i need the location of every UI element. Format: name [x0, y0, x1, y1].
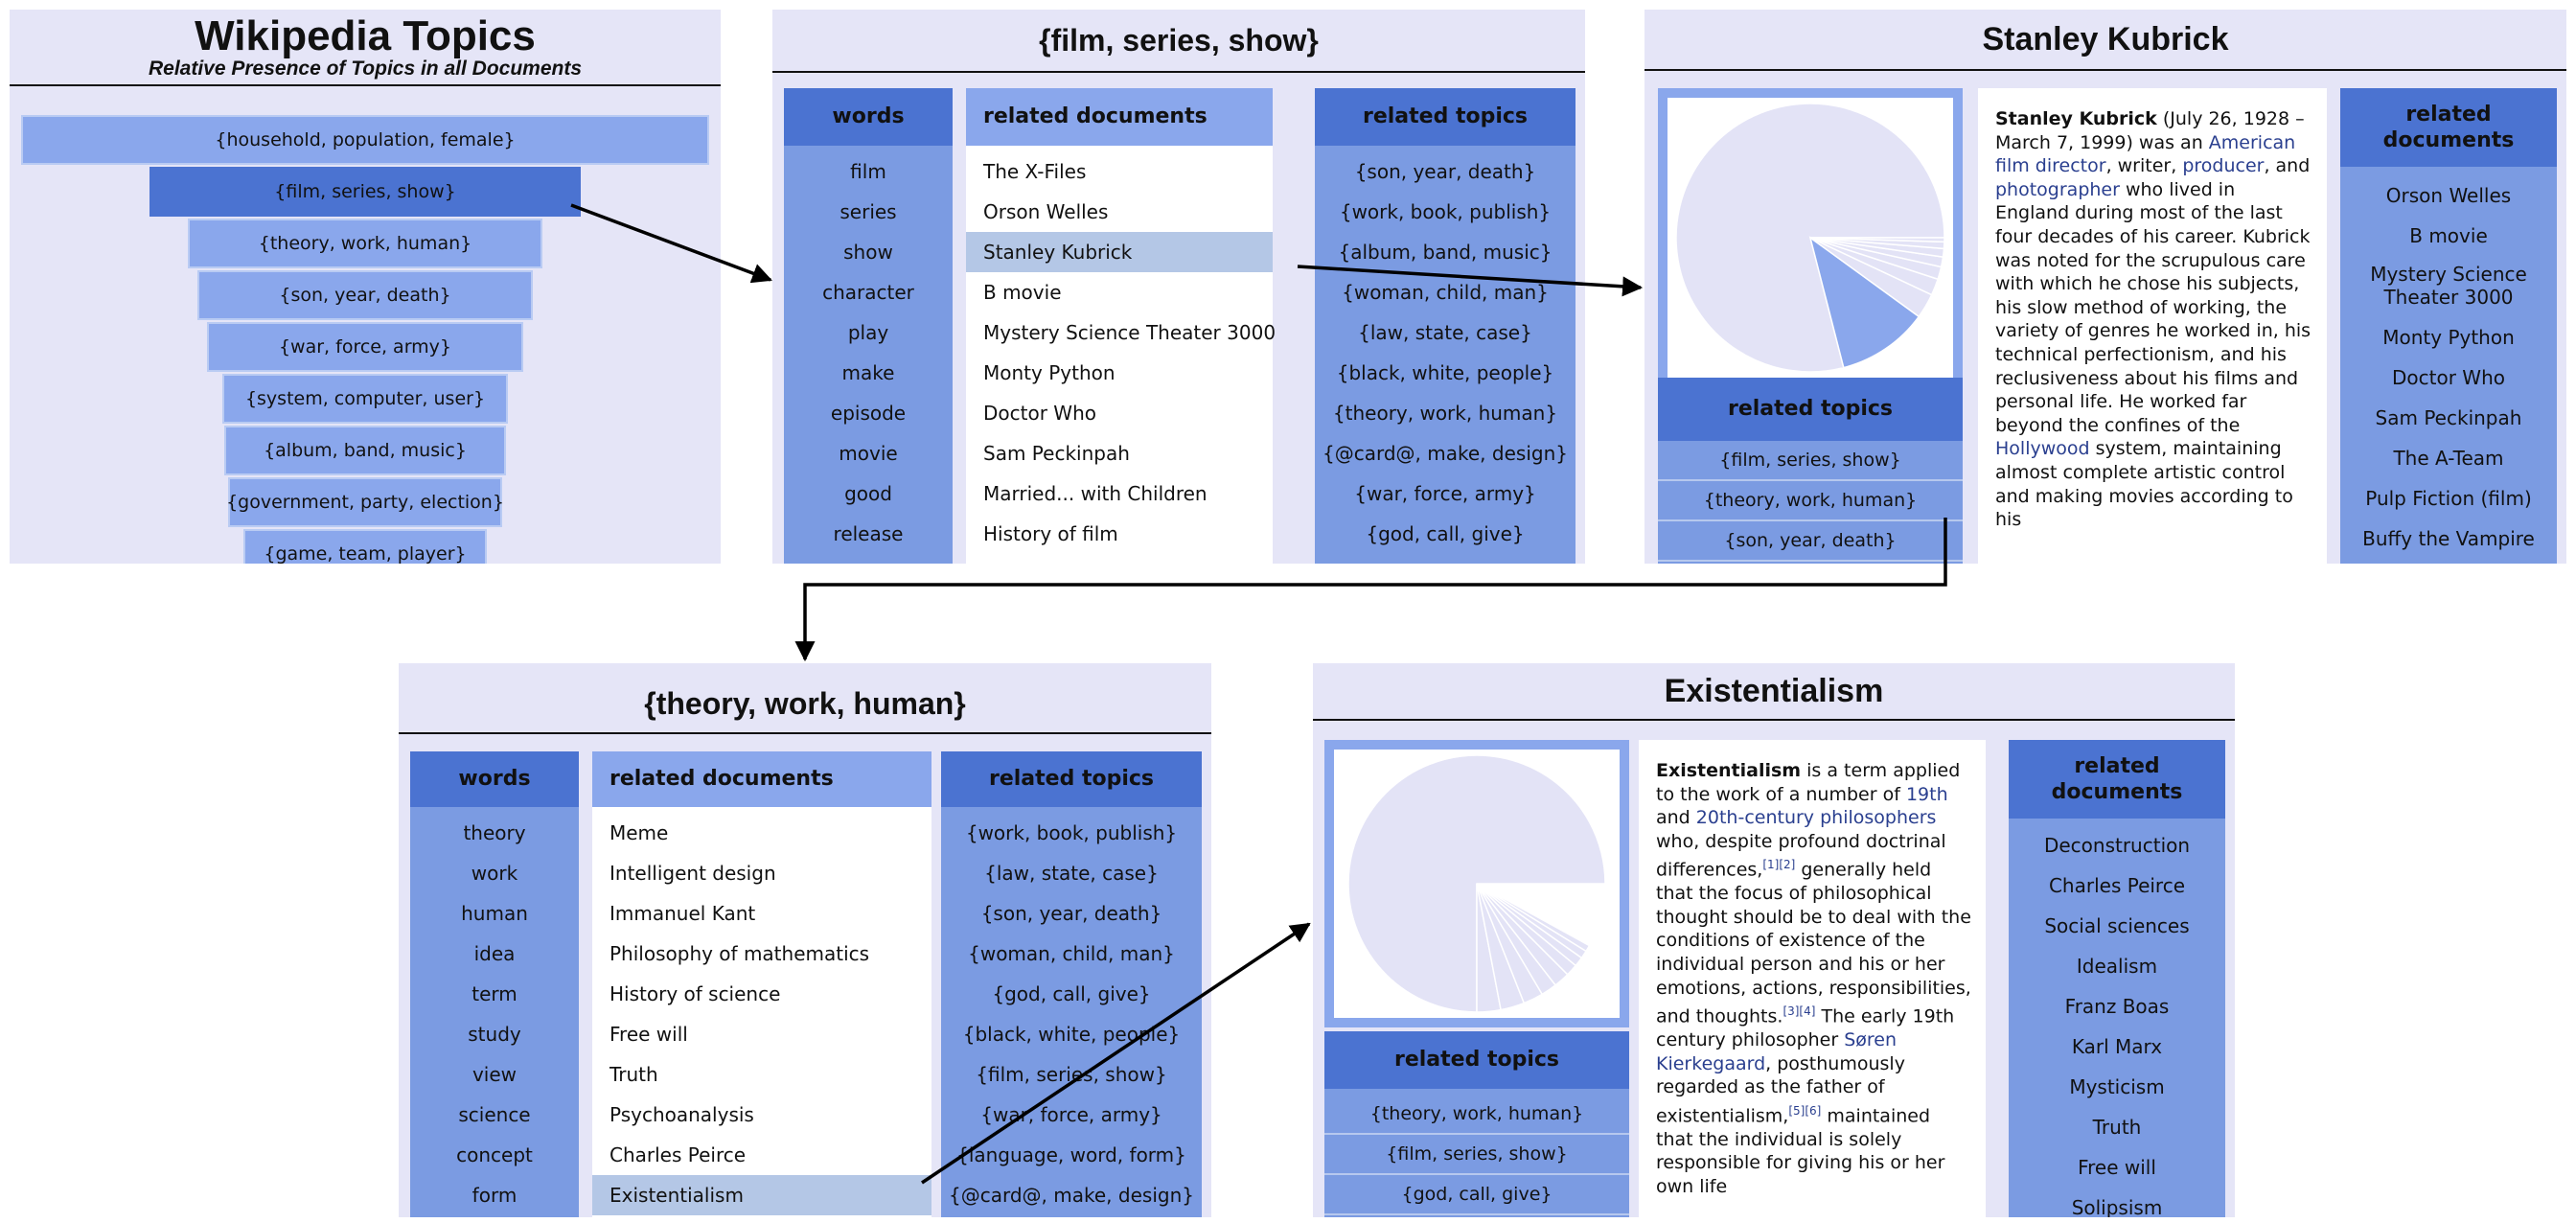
panel-title: Existentialism: [1664, 673, 1884, 709]
page-subtitle: Relative Presence of Topics in all Documents: [148, 58, 583, 80]
topic-link[interactable]: {black, white, people}: [1336, 361, 1554, 384]
word-item: study: [468, 1023, 521, 1046]
citation[interactable]: [1][2]: [1762, 858, 1796, 872]
document-link[interactable]: Social sciences: [2044, 914, 2190, 937]
document-link[interactable]: Orson Welles: [2385, 184, 2512, 207]
topic-link[interactable]: {film, series, show}: [976, 1063, 1167, 1086]
document-link[interactable]: Psychoanalysis: [610, 1103, 754, 1126]
topic-bar[interactable]: {game, team, player}: [243, 529, 487, 564]
related-topics-header: related topics: [1658, 378, 1963, 441]
word-item: show: [843, 241, 893, 264]
topic-link[interactable]: {album, band, music}: [1338, 241, 1552, 264]
word-item: release: [833, 522, 904, 545]
article-link[interactable]: photographer: [1995, 178, 2120, 200]
document-link[interactable]: Sam Peckinpah: [2375, 406, 2522, 429]
word-item: concept: [456, 1143, 533, 1166]
word-item: movie: [839, 442, 898, 465]
document-link[interactable]: Truth: [610, 1063, 658, 1086]
topic-bar[interactable]: {son, year, death}: [197, 270, 533, 320]
topic-bar[interactable]: {album, band, music}: [224, 426, 506, 475]
topic-bar[interactable]: {system, computer, user}: [222, 374, 508, 424]
words-header: words: [784, 88, 953, 146]
topic-link[interactable]: {work, book, publish}: [965, 821, 1178, 844]
article-link[interactable]: Søren Kierkegaard: [1656, 1029, 1898, 1074]
related-topics-header: related topics: [1315, 88, 1576, 146]
topic-bar[interactable]: {household, population, female}: [21, 115, 709, 165]
article-link[interactable]: film director: [1995, 155, 2106, 177]
topic-link[interactable]: {film, series, show}: [1324, 1135, 1629, 1175]
document-link[interactable]: Mysticism: [2069, 1075, 2165, 1098]
topic-link[interactable]: {law, state, case}: [984, 862, 1159, 885]
topic-link[interactable]: {film, series, show}: [1658, 441, 1963, 481]
citation[interactable]: [3][4]: [1782, 1004, 1816, 1019]
document-link[interactable]: B movie: [2409, 224, 2488, 247]
panel-title: Stanley Kubrick: [1982, 21, 2229, 58]
document-link[interactable]: Monty Python: [2382, 326, 2515, 349]
document-link[interactable]: The A-Team: [2393, 447, 2504, 470]
related-documents-header: related documents: [2340, 88, 2557, 167]
word-item: good: [844, 482, 892, 505]
document-link[interactable]: Franz Boas: [2064, 995, 2170, 1018]
words-header: words: [410, 751, 579, 807]
word-item: human: [461, 902, 528, 925]
topic-link[interactable]: {work, book, publish}: [1339, 200, 1552, 223]
topic-link[interactable]: {theory, work, human}: [1324, 1095, 1629, 1135]
word-item: idea: [473, 942, 516, 965]
document-link-selected[interactable]: Existentialism: [592, 1175, 932, 1215]
panel-title: {film, series, show}: [1039, 23, 1319, 58]
topic-link[interactable]: {@card@, make, design}: [949, 1184, 1194, 1207]
arrow-document-to-topic: [805, 518, 1945, 659]
word-item: form: [472, 1184, 518, 1207]
citation[interactable]: [5][6]: [1788, 1103, 1822, 1118]
document-link[interactable]: Charles Peirce: [610, 1143, 747, 1166]
document-link[interactable]: Mystery Science Theater 3000: [2370, 263, 2527, 309]
document-link[interactable]: Intelligent design: [610, 862, 776, 885]
article-link[interactable]: 19th: [1905, 783, 1948, 805]
related-documents-header: related documents: [966, 88, 1273, 146]
topic-link[interactable]: {god, call, give}: [1366, 522, 1525, 545]
arrow-topic-to-document: [1298, 266, 1641, 288]
document-link[interactable]: Married... with Children: [983, 482, 1208, 505]
article-name: Existentialism: [1656, 760, 1802, 781]
word-item: science: [458, 1103, 531, 1126]
related-documents-header: related documents: [2009, 740, 2225, 819]
word-item: theory: [463, 821, 526, 844]
arrow-topic-to-existentialism: [922, 924, 1309, 1183]
word-item: term: [472, 982, 518, 1005]
word-item: series: [840, 200, 897, 223]
topic-link[interactable]: {son, year, death}: [1354, 160, 1536, 183]
document-link[interactable]: Mystery Science Theater 3000: [983, 321, 1276, 344]
article-text: Existentialism is a term applied to the work of a number of 19th and 20th-century philosophers who, despite profound doctrinal differences,[1][2] generally held that the focus of philosophical thought should be to deal with the conditions of existence of the individual person and his or her emotions, actions, responsibilities, and thoughts.[3][4] The early 19th century philosopher Søren Kierkegaard, posthumously regarded as the father of existentialism,[5][6] maintained that the individual is solely responsible for giving his or her own life: [1639, 740, 1986, 1217]
word-item: view: [472, 1063, 518, 1086]
topic-link[interactable]: {woman, child, man}: [1342, 281, 1549, 304]
document-link[interactable]: Orson Welles: [983, 200, 1109, 223]
topic-link[interactable]: {son, year, death}: [1658, 521, 1963, 562]
document-link-selected[interactable]: Stanley Kubrick: [966, 232, 1273, 272]
word-item: film: [850, 160, 886, 183]
topic-link[interactable]: {war, force, army}: [980, 1103, 1162, 1126]
document-link[interactable]: Free will: [610, 1023, 688, 1046]
document-link[interactable]: Sam Peckinpah: [983, 442, 1130, 465]
page-title: Wikipedia Topics: [195, 12, 536, 59]
article-link[interactable]: Hollywood: [1995, 438, 2090, 460]
document-link[interactable]: Doctor Who: [983, 402, 1096, 425]
document-link[interactable]: The X-Files: [983, 160, 1087, 183]
article-link[interactable]: producer: [2182, 155, 2265, 177]
topic-link[interactable]: {black, white, people}: [962, 1023, 1181, 1046]
word-item: episode: [830, 402, 907, 425]
related-documents-header: related documents: [592, 751, 932, 807]
topic-link[interactable]: {law, state, case}: [1358, 321, 1532, 344]
document-link[interactable]: Philosophy of mathematics: [610, 942, 870, 965]
topic-link[interactable]: {war, force, army}: [1354, 482, 1536, 505]
document-link[interactable]: B movie: [983, 281, 1062, 304]
document-link[interactable]: Truth: [2092, 1116, 2142, 1139]
word-item: work: [471, 862, 518, 885]
document-link[interactable]: Pulp Fiction (film): [2365, 487, 2532, 510]
word-item: character: [822, 281, 914, 304]
topic-link[interactable]: {language, word, form}: [956, 1143, 1186, 1166]
panel-title: {theory, work, human}: [644, 686, 966, 721]
document-link[interactable]: Meme: [610, 821, 669, 844]
word-item: play: [847, 321, 889, 344]
document-link[interactable]: History of film: [983, 522, 1118, 545]
related-topics-header: related topics: [1324, 1031, 1629, 1089]
topic-link[interactable]: {woman, child, man}: [968, 942, 1175, 965]
topic-link[interactable]: {theory, work, human}: [1658, 481, 1963, 521]
topic-link[interactable]: {god, call, give}: [1324, 1175, 1629, 1215]
topic-link[interactable]: {theory, work, human}: [1332, 402, 1558, 425]
article-link[interactable]: philosophers: [1820, 807, 1937, 829]
document-link[interactable]: Doctor Who: [2392, 366, 2505, 389]
article-text: Stanley Kubrick (July 26, 1928 – March 7, 1999) was an American film director, writer, producer, and photographer who lived in England during most of the last four decades of his career. Kubrick was noted for the scrupulous care with which he chose his subjects, his slow method of working, the variety of genres he worked in, his technical perfectionism, and his reclusiveness about his films and personal life. He worked far beyond the confines of the Hollywood system, maintaining almost complete artistic control and making movies according to his: [1978, 88, 2327, 564]
topic-bar-selected[interactable]: {film, series, show}: [150, 167, 581, 217]
topic-bar[interactable]: {government, party, election}: [228, 477, 502, 527]
document-link[interactable]: Idealism: [2076, 955, 2158, 978]
document-link[interactable]: Deconstruction: [2043, 834, 2191, 857]
topic-link[interactable]: {@card@, make, design}: [1322, 442, 1568, 465]
article-link[interactable]: American: [2208, 131, 2296, 153]
topic-bar[interactable]: {theory, work, human}: [188, 219, 542, 268]
word-item: make: [841, 361, 895, 384]
document-link[interactable]: History of science: [610, 982, 781, 1005]
topic-link[interactable]: {son, year, death}: [980, 902, 1162, 925]
arrow-overview-to-topic: [571, 205, 770, 280]
document-link[interactable]: Monty Python: [983, 361, 1116, 384]
document-link[interactable]: Free will: [2078, 1156, 2156, 1179]
article-link[interactable]: 20th-century: [1695, 807, 1815, 829]
document-link[interactable]: Buffy the Vampire: [2362, 527, 2535, 550]
topic-bar[interactable]: {war, force, army}: [207, 322, 523, 372]
topic-link[interactable]: {god, call, give}: [992, 982, 1151, 1005]
related-topics-header: related topics: [941, 751, 1202, 807]
article-name: Stanley Kubrick: [1995, 108, 2157, 129]
document-link[interactable]: Charles Peirce: [2048, 874, 2186, 897]
document-link[interactable]: Immanuel Kant: [610, 902, 756, 925]
document-link[interactable]: Solipsism: [2071, 1196, 2163, 1217]
document-link[interactable]: Karl Marx: [2071, 1035, 2163, 1058]
